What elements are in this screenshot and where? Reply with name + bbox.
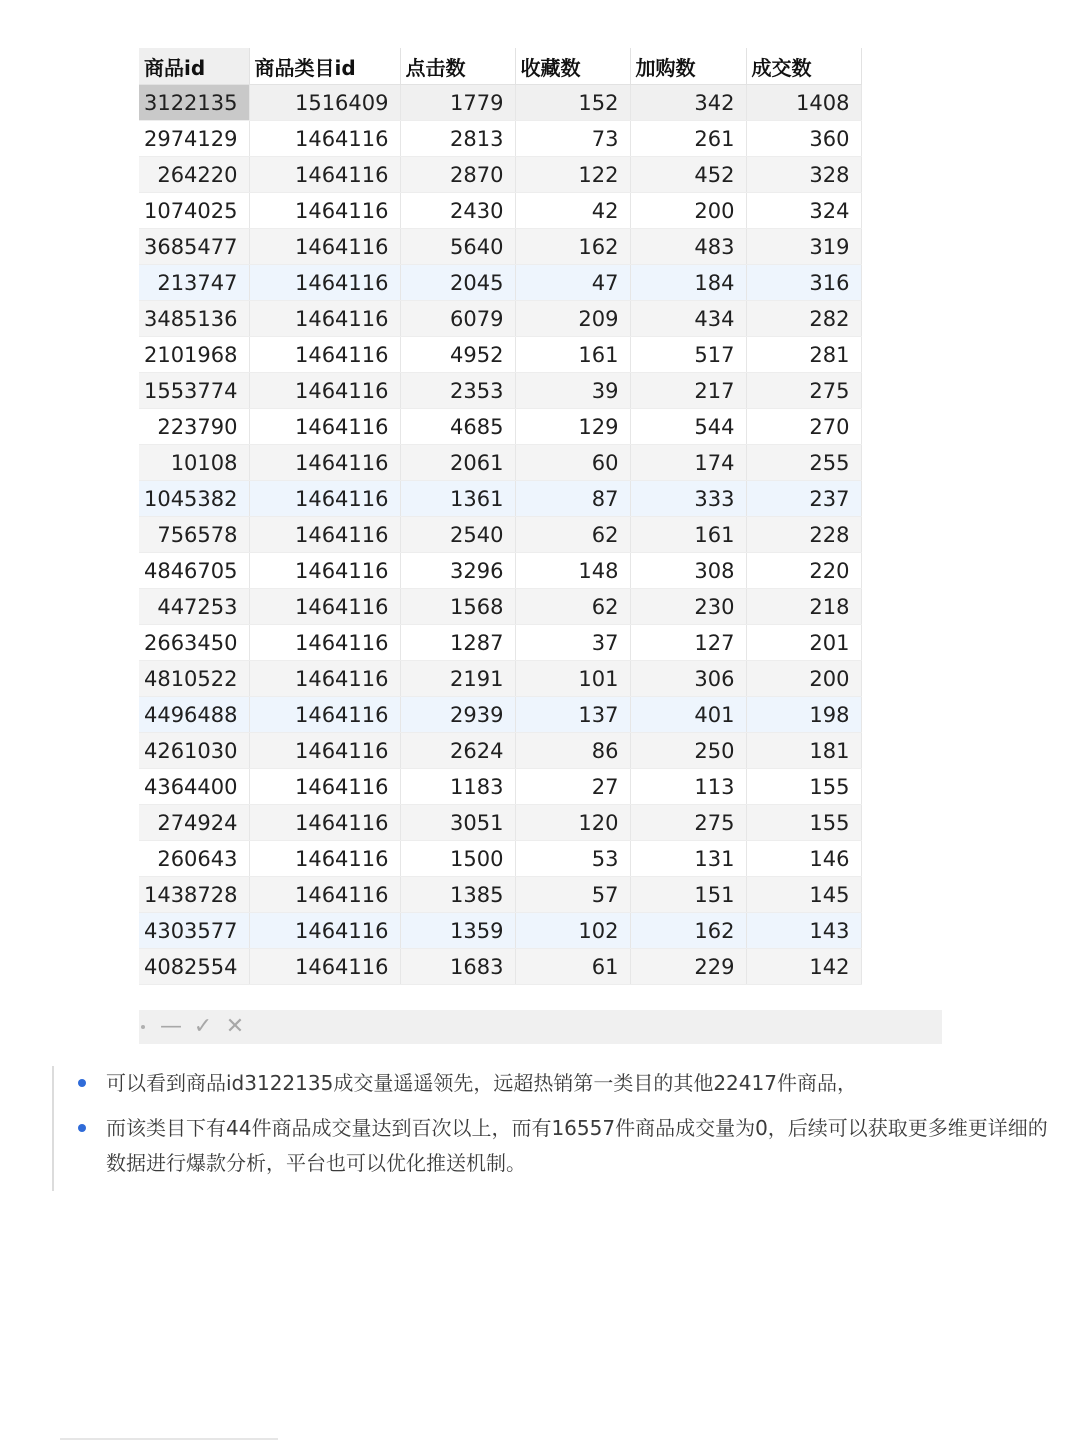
cell-add-to-cart[interactable]: 230 <box>630 589 746 625</box>
cell-orders[interactable]: 360 <box>746 121 861 157</box>
cell-product-id[interactable]: 223790 <box>139 409 249 445</box>
cell-product-id[interactable]: 4303577 <box>139 913 249 949</box>
bullet-dot-icon <box>78 1124 86 1132</box>
column-header-category-id[interactable]: 商品类目id <box>249 48 400 85</box>
cell-add-to-cart[interactable]: 161 <box>630 517 746 553</box>
cell-add-to-cart[interactable]: 342 <box>630 85 746 121</box>
table-row[interactable] <box>139 625 861 661</box>
cell-category-id[interactable]: 1464116 <box>249 445 400 481</box>
result-table <box>139 48 862 985</box>
cell-favorites[interactable]: 27 <box>515 769 630 805</box>
cell-clicks[interactable]: 2045 <box>400 265 515 301</box>
cell-category-id[interactable]: 1516409 <box>249 85 400 121</box>
cell-orders[interactable]: 270 <box>746 409 861 445</box>
cell-category-id[interactable]: 1464116 <box>249 265 400 301</box>
cell-product-id[interactable]: 274924 <box>139 805 249 841</box>
cell-favorites[interactable]: 39 <box>515 373 630 409</box>
table-row[interactable] <box>139 661 861 697</box>
cell-clicks[interactable]: 2061 <box>400 445 515 481</box>
column-header-orders[interactable]: 成交数 <box>746 48 861 85</box>
cell-clicks[interactable]: 1500 <box>400 841 515 877</box>
cell-add-to-cart[interactable]: 261 <box>630 121 746 157</box>
table-row[interactable] <box>139 949 861 985</box>
cell-add-to-cart[interactable]: 452 <box>630 157 746 193</box>
column-header-clicks[interactable]: 点击数 <box>400 48 515 85</box>
cell-clicks[interactable]: 1385 <box>400 877 515 913</box>
table-row[interactable] <box>139 841 861 877</box>
cell-category-id[interactable]: 1464116 <box>249 553 400 589</box>
cell-favorites[interactable]: 148 <box>515 553 630 589</box>
table-row[interactable] <box>139 409 861 445</box>
cell-add-to-cart[interactable]: 113 <box>630 769 746 805</box>
result-grid <box>139 48 861 985</box>
note-text: 而该类目下有44件商品成交量达到百次以上，而有16557件商品成交量为0，后续可以获取更多维更详细的数据进行爆款分析，平台也可以优化推送机制。 <box>106 1116 1048 1175</box>
cell-category-id[interactable]: 1464116 <box>249 697 400 733</box>
cell-clicks[interactable]: 1183 <box>400 769 515 805</box>
cell-orders[interactable]: 143 <box>746 913 861 949</box>
cell-favorites[interactable]: 101 <box>515 661 630 697</box>
table-row[interactable] <box>139 913 861 949</box>
cell-product-id[interactable]: 1045382 <box>139 481 249 517</box>
cell-category-id[interactable]: 1464116 <box>249 661 400 697</box>
cell-orders[interactable]: 155 <box>746 769 861 805</box>
cell-category-id[interactable]: 1464116 <box>249 301 400 337</box>
cell-favorites[interactable]: 162 <box>515 229 630 265</box>
cell-product-id[interactable]: 264220 <box>139 157 249 193</box>
table-row[interactable] <box>139 337 861 373</box>
cell-favorites[interactable]: 152 <box>515 85 630 121</box>
analysis-notes <box>52 1066 1066 1191</box>
table-row[interactable] <box>139 553 861 589</box>
cell-category-id[interactable]: 1464116 <box>249 805 400 841</box>
table-row[interactable] <box>139 589 861 625</box>
cell-add-to-cart[interactable]: 127 <box>630 625 746 661</box>
cell-orders[interactable]: 282 <box>746 301 861 337</box>
table-row[interactable] <box>139 265 861 301</box>
cell-category-id[interactable]: 1464116 <box>249 373 400 409</box>
cell-product-id[interactable]: 3685477 <box>139 229 249 265</box>
table-header-row <box>139 48 861 85</box>
cell-product-id[interactable]: 4364400 <box>139 769 249 805</box>
cell-favorites[interactable]: 57 <box>515 877 630 913</box>
cell-favorites[interactable]: 161 <box>515 337 630 373</box>
cell-orders[interactable]: 275 <box>746 373 861 409</box>
cell-category-id[interactable]: 1464116 <box>249 877 400 913</box>
cell-add-to-cart[interactable]: 517 <box>630 337 746 373</box>
cell-add-to-cart[interactable]: 306 <box>630 661 746 697</box>
cell-clicks[interactable]: 2191 <box>400 661 515 697</box>
cell-product-id[interactable]: 4261030 <box>139 733 249 769</box>
cell-add-to-cart[interactable]: 184 <box>630 265 746 301</box>
cell-clicks[interactable]: 1683 <box>400 949 515 985</box>
cell-category-id[interactable]: 1464116 <box>249 157 400 193</box>
bullet-dot-icon <box>78 1079 86 1087</box>
cell-orders[interactable]: 201 <box>746 625 861 661</box>
cell-orders[interactable]: 181 <box>746 733 861 769</box>
cell-orders[interactable]: 142 <box>746 949 861 985</box>
cell-category-id[interactable]: 1464116 <box>249 841 400 877</box>
cell-favorites[interactable]: 37 <box>515 625 630 661</box>
cell-clicks[interactable]: 1361 <box>400 481 515 517</box>
list-item <box>76 1111 1066 1181</box>
cell-add-to-cart[interactable]: 483 <box>630 229 746 265</box>
cell-category-id[interactable]: 1464116 <box>249 625 400 661</box>
table-row[interactable] <box>139 481 861 517</box>
cell-category-id[interactable]: 1464116 <box>249 409 400 445</box>
cell-orders[interactable]: 237 <box>746 481 861 517</box>
cell-orders[interactable]: 319 <box>746 229 861 265</box>
cell-favorites[interactable]: 42 <box>515 193 630 229</box>
cell-product-id[interactable]: 2101968 <box>139 337 249 373</box>
cell-category-id[interactable]: 1464116 <box>249 193 400 229</box>
cell-product-id[interactable]: 3122135 <box>139 85 249 121</box>
cell-clicks[interactable]: 2624 <box>400 733 515 769</box>
table-body <box>139 85 861 985</box>
cell-category-id[interactable]: 1464116 <box>249 769 400 805</box>
table-row[interactable] <box>139 301 861 337</box>
note-text: 可以看到商品id3122135成交量遥遥领先，远超热销第一类目的其他22417件商品， <box>106 1071 857 1095</box>
cell-orders[interactable]: 145 <box>746 877 861 913</box>
table-row[interactable] <box>139 373 861 409</box>
cell-favorites[interactable]: 122 <box>515 157 630 193</box>
cell-category-id[interactable]: 1464116 <box>249 337 400 373</box>
cell-clicks[interactable]: 3296 <box>400 553 515 589</box>
table-row[interactable] <box>139 697 861 733</box>
cell-favorites[interactable]: 60 <box>515 445 630 481</box>
cell-clicks[interactable]: 4952 <box>400 337 515 373</box>
cell-clicks[interactable]: 1359 <box>400 913 515 949</box>
toolbar-handle <box>141 1025 145 1029</box>
cell-category-id[interactable]: 1464116 <box>249 913 400 949</box>
cell-add-to-cart[interactable]: 275 <box>630 805 746 841</box>
cell-category-id[interactable]: 1464116 <box>249 589 400 625</box>
cell-category-id[interactable]: 1464116 <box>249 481 400 517</box>
cell-add-to-cart[interactable]: 434 <box>630 301 746 337</box>
cell-favorites[interactable]: 209 <box>515 301 630 337</box>
cell-add-to-cart[interactable]: 229 <box>630 949 746 985</box>
cell-orders[interactable]: 255 <box>746 445 861 481</box>
list-item <box>76 1066 1066 1101</box>
table-row[interactable] <box>139 445 861 481</box>
cell-product-id[interactable]: 4810522 <box>139 661 249 697</box>
cell-product-id[interactable]: 4846705 <box>139 553 249 589</box>
column-header-product-id[interactable]: 商品id <box>139 48 249 85</box>
cell-product-id[interactable]: 1074025 <box>139 193 249 229</box>
cell-add-to-cart[interactable]: 333 <box>630 481 746 517</box>
cell-product-id[interactable]: 10108 <box>139 445 249 481</box>
cell-favorites[interactable]: 87 <box>515 481 630 517</box>
cell-product-id[interactable]: 447253 <box>139 589 249 625</box>
cell-category-id[interactable]: 1464116 <box>249 517 400 553</box>
cell-favorites[interactable]: 73 <box>515 121 630 157</box>
cell-orders[interactable]: 328 <box>746 157 861 193</box>
minus-icon[interactable]: — <box>160 1014 182 1039</box>
grid-toolbar <box>139 1010 942 1044</box>
cell-favorites[interactable]: 120 <box>515 805 630 841</box>
cell-add-to-cart[interactable]: 250 <box>630 733 746 769</box>
cell-favorites[interactable]: 61 <box>515 949 630 985</box>
cell-orders[interactable]: 228 <box>746 517 861 553</box>
cell-add-to-cart[interactable]: 151 <box>630 877 746 913</box>
cell-product-id[interactable]: 4082554 <box>139 949 249 985</box>
cell-favorites[interactable]: 62 <box>515 589 630 625</box>
cell-orders[interactable]: 220 <box>746 553 861 589</box>
cell-clicks[interactable]: 4685 <box>400 409 515 445</box>
table-row[interactable] <box>139 769 861 805</box>
cell-clicks[interactable]: 1568 <box>400 589 515 625</box>
column-header-favorites[interactable]: 收藏数 <box>515 48 630 85</box>
table-row[interactable] <box>139 877 861 913</box>
cell-favorites[interactable]: 86 <box>515 733 630 769</box>
table-row[interactable] <box>139 193 861 229</box>
cell-product-id[interactable]: 1438728 <box>139 877 249 913</box>
cell-favorites[interactable]: 102 <box>515 913 630 949</box>
cell-orders[interactable]: 198 <box>746 697 861 733</box>
cell-category-id[interactable]: 1464116 <box>249 733 400 769</box>
cell-add-to-cart[interactable]: 131 <box>630 841 746 877</box>
cell-product-id[interactable]: 2974129 <box>139 121 249 157</box>
cell-clicks[interactable]: 1287 <box>400 625 515 661</box>
cell-orders[interactable]: 218 <box>746 589 861 625</box>
table-row[interactable] <box>139 733 861 769</box>
cell-category-id[interactable]: 1464116 <box>249 229 400 265</box>
table-row[interactable] <box>139 805 861 841</box>
cell-product-id[interactable]: 4496488 <box>139 697 249 733</box>
cell-orders[interactable]: 1408 <box>746 85 861 121</box>
cell-orders[interactable]: 155 <box>746 805 861 841</box>
cell-clicks[interactable]: 1779 <box>400 85 515 121</box>
table-row[interactable] <box>139 229 861 265</box>
cell-add-to-cart[interactable]: 200 <box>630 193 746 229</box>
cell-product-id[interactable]: 1553774 <box>139 373 249 409</box>
cell-favorites[interactable]: 62 <box>515 517 630 553</box>
table-row[interactable] <box>139 85 861 121</box>
cell-favorites[interactable]: 129 <box>515 409 630 445</box>
cell-add-to-cart[interactable]: 401 <box>630 697 746 733</box>
cell-product-id[interactable]: 2663450 <box>139 625 249 661</box>
cell-orders[interactable]: 281 <box>746 337 861 373</box>
cell-clicks[interactable]: 6079 <box>400 301 515 337</box>
cell-product-id[interactable]: 3485136 <box>139 301 249 337</box>
cell-product-id[interactable]: 756578 <box>139 517 249 553</box>
cell-clicks[interactable]: 5640 <box>400 229 515 265</box>
cell-add-to-cart[interactable]: 217 <box>630 373 746 409</box>
column-header-add-to-cart[interactable]: 加购数 <box>630 48 746 85</box>
cell-add-to-cart[interactable]: 162 <box>630 913 746 949</box>
cell-orders[interactable]: 146 <box>746 841 861 877</box>
cell-favorites[interactable]: 53 <box>515 841 630 877</box>
cell-add-to-cart[interactable]: 308 <box>630 553 746 589</box>
check-icon[interactable]: ✓ <box>193 1014 213 1039</box>
cell-clicks[interactable]: 2939 <box>400 697 515 733</box>
cell-favorites[interactable]: 137 <box>515 697 630 733</box>
cell-orders[interactable]: 200 <box>746 661 861 697</box>
cell-favorites[interactable]: 47 <box>515 265 630 301</box>
cell-clicks[interactable]: 3051 <box>400 805 515 841</box>
cell-add-to-cart[interactable]: 544 <box>630 409 746 445</box>
cell-clicks[interactable]: 2430 <box>400 193 515 229</box>
cell-category-id[interactable]: 1464116 <box>249 121 400 157</box>
close-icon[interactable]: ✕ <box>225 1014 245 1039</box>
cell-clicks[interactable]: 2540 <box>400 517 515 553</box>
cell-orders[interactable]: 324 <box>746 193 861 229</box>
cell-clicks[interactable]: 2870 <box>400 157 515 193</box>
cell-category-id[interactable]: 1464116 <box>249 949 400 985</box>
table-row[interactable] <box>139 121 861 157</box>
notes-list <box>76 1066 1066 1181</box>
cell-product-id[interactable]: 213747 <box>139 265 249 301</box>
cell-clicks[interactable]: 2353 <box>400 373 515 409</box>
cell-clicks[interactable]: 2813 <box>400 121 515 157</box>
table-row[interactable] <box>139 157 861 193</box>
table-row[interactable] <box>139 517 861 553</box>
cell-product-id[interactable]: 260643 <box>139 841 249 877</box>
cell-add-to-cart[interactable]: 174 <box>630 445 746 481</box>
cell-orders[interactable]: 316 <box>746 265 861 301</box>
